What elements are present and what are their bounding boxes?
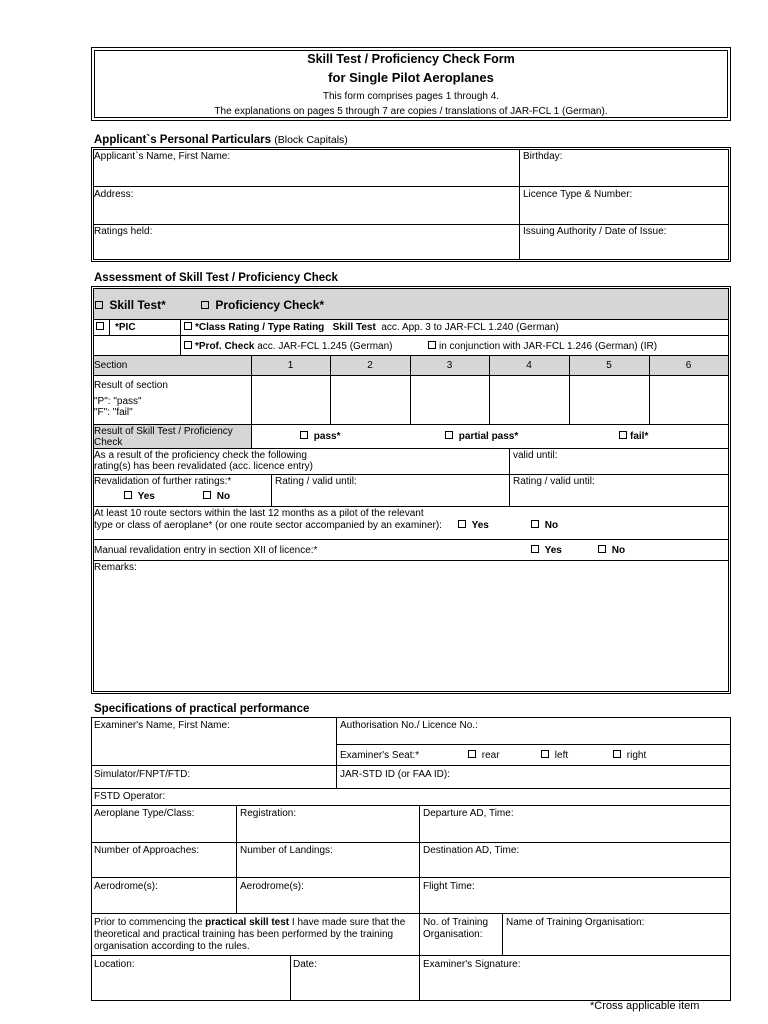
pass-key: "P": "pass" (94, 396, 142, 407)
manual-entry-label: Manual revalidation entry in section XII of licence:* (94, 545, 318, 556)
route-no-checkbox[interactable]: No (531, 520, 558, 531)
partial-pass-checkbox[interactable]: partial pass* (445, 431, 518, 442)
landings-field[interactable]: Number of Landings: (240, 845, 333, 856)
conjunction-checkbox[interactable]: in conjunction with JAR-FCL 1.246 (German) (IR) (428, 341, 657, 352)
section-2: 2 (367, 360, 373, 371)
form-subtitle: for Single Pilot Aeroplanes (328, 70, 494, 85)
result-of-section-label: Result of section (94, 380, 168, 391)
checkbox-icon (96, 322, 104, 330)
aerodrome-field-1[interactable]: Aerodrome(s): (94, 881, 158, 892)
checkbox-icon (531, 545, 539, 553)
signature-field[interactable]: Examiner's Signature: (423, 959, 521, 970)
result-skill-test-label-2: Check (94, 437, 123, 448)
form-pages-note: This form comprises pages 1 through 4. (322, 91, 500, 102)
fail-checkbox[interactable]: fail* (619, 431, 648, 442)
aeroplane-type-field[interactable]: Aeroplane Type/Class: (94, 808, 195, 819)
checkbox-icon (613, 750, 621, 758)
date-field[interactable]: Date: (293, 959, 317, 970)
checkbox-icon (184, 341, 192, 349)
aerodrome-field-2[interactable]: Aerodrome(s): (240, 881, 304, 892)
declaration-text-3: organisation according to the rules. (94, 941, 250, 952)
section-4: 4 (526, 360, 532, 371)
manual-no-checkbox[interactable]: No (598, 545, 625, 556)
route-sectors-text: At least 10 route sectors within the last 12 months as a pilot of the relevant (94, 508, 424, 519)
location-field[interactable]: Location: (94, 959, 135, 970)
seat-left-checkbox[interactable]: left (541, 750, 568, 761)
pic-label: *PIC (115, 322, 136, 333)
approaches-field[interactable]: Number of Approaches: (94, 845, 200, 856)
checkbox-icon (445, 431, 453, 439)
section-3: 3 (446, 360, 453, 371)
checkbox-icon (184, 322, 192, 330)
checkbox-icon (203, 491, 211, 499)
applicant-name-field[interactable]: Applicant`s Name, First Name: (94, 151, 231, 162)
checkbox-icon (201, 301, 209, 309)
checkbox-icon (124, 491, 132, 499)
departure-field[interactable]: Departure AD, Time: (423, 808, 514, 819)
examiner-name-field[interactable]: Examiner's Name, First Name: (94, 720, 230, 731)
practical-heading: Specifications of practical performance (94, 703, 310, 715)
checkbox-icon (300, 431, 308, 439)
section-label: Section (94, 360, 128, 371)
birthday-field[interactable]: Birthday: (523, 151, 563, 162)
cross-applicable-note: *Cross applicable item (590, 1000, 700, 1012)
revalidated-text-2: rating(s) has been revalidated (acc. licence entry) (94, 461, 313, 472)
declaration-text: Prior to commencing the practical skill test I have made sure that the (94, 917, 406, 928)
further-ratings-yes[interactable]: Yes (124, 491, 155, 502)
class-rating-checkbox[interactable]: *Class Rating / Type Rating Skill Test acc. App. 3 to JAR-FCL 1.240 (German) (184, 322, 559, 333)
fail-key: "F": "fail" (94, 407, 133, 418)
registration-field[interactable]: Registration: (240, 808, 297, 819)
form-title: Skill Test / Proficiency Check Form (307, 52, 515, 66)
rating-valid-until-1[interactable]: Rating / valid until: (275, 476, 357, 487)
pass-checkbox[interactable]: pass* (300, 431, 340, 442)
destination-field[interactable]: Destination AD, Time: (423, 845, 520, 856)
ratings-held-field[interactable]: Ratings held: (94, 226, 153, 237)
flight-time-field[interactable]: Flight Time: (423, 881, 475, 892)
checkbox-icon (95, 301, 103, 309)
section-5: 5 (606, 360, 612, 371)
prof-check-checkbox[interactable]: Proficiency Check* (201, 298, 324, 312)
training-name-field[interactable]: Name of Training Organisation: (506, 917, 645, 928)
fstd-operator-field[interactable]: FSTD Operator: (94, 791, 166, 802)
section-1: 1 (287, 360, 294, 371)
section-6: 6 (685, 360, 692, 371)
jar-std-field[interactable]: JAR-STD ID (or FAA ID): (340, 769, 451, 780)
checkbox-icon (619, 431, 627, 439)
rating-valid-until-2[interactable]: Rating / valid until: (513, 476, 595, 487)
personal-heading: Applicant`s Personal Particulars (Block Capitals) (94, 134, 348, 146)
checkbox-icon (458, 520, 466, 528)
training-no-field[interactable]: No. of Training (423, 917, 489, 928)
manual-yes-checkbox[interactable]: Yes (531, 545, 562, 556)
skill-test-checkbox[interactable]: Skill Test* (95, 298, 166, 312)
route-sectors-text-2: type or class of aeroplane* (or one route sector accompanied by an examiner): (94, 520, 442, 531)
result-skill-test-label: Result of Skill Test / Proficiency (94, 426, 233, 437)
authorisation-field[interactable]: Authorisation No./ Licence No.: (340, 720, 478, 731)
licence-field[interactable]: Licence Type & Number: (523, 189, 633, 200)
revalidated-text: As a result of the proficiency check the following (94, 450, 307, 461)
examiner-seat-label: Examiner's Seat:* (340, 750, 420, 761)
seat-rear-checkbox[interactable]: rear (468, 750, 500, 761)
issuing-authority-field[interactable]: Issuing Authority / Date of Issue: (523, 226, 667, 237)
valid-until-field[interactable]: valid until: (513, 450, 558, 461)
assessment-heading: Assessment of Skill Test / Proficiency Check (94, 272, 338, 284)
seat-right-checkbox[interactable]: right (613, 750, 646, 761)
prof-check-row-checkbox[interactable]: *Prof. Check acc. JAR-FCL 1.245 (German) (184, 341, 392, 352)
address-field[interactable]: Address: (94, 189, 134, 200)
pic-box-checkbox[interactable] (96, 322, 107, 333)
checkbox-icon (468, 750, 476, 758)
checkbox-icon (541, 750, 549, 758)
declaration-text-2: theoretical and practical training has been performed by the training (94, 929, 394, 940)
checkbox-icon (428, 341, 436, 349)
checkbox-icon (598, 545, 606, 553)
further-ratings-label: Revalidation of further ratings:* (94, 476, 232, 487)
simulator-field[interactable]: Simulator/FNPT/FTD: (94, 769, 191, 780)
route-yes-checkbox[interactable]: Yes (458, 520, 489, 531)
further-ratings-no[interactable]: No (203, 491, 230, 502)
form-explanations-note: The explanations on pages 5 through 7 are copies / translations of JAR-FCL 1 (German). (214, 106, 608, 117)
remarks-field[interactable]: Remarks: (94, 562, 137, 573)
training-no-field-2: Organisation: (423, 929, 483, 940)
personal-table (91, 147, 731, 262)
checkbox-icon (531, 520, 539, 528)
